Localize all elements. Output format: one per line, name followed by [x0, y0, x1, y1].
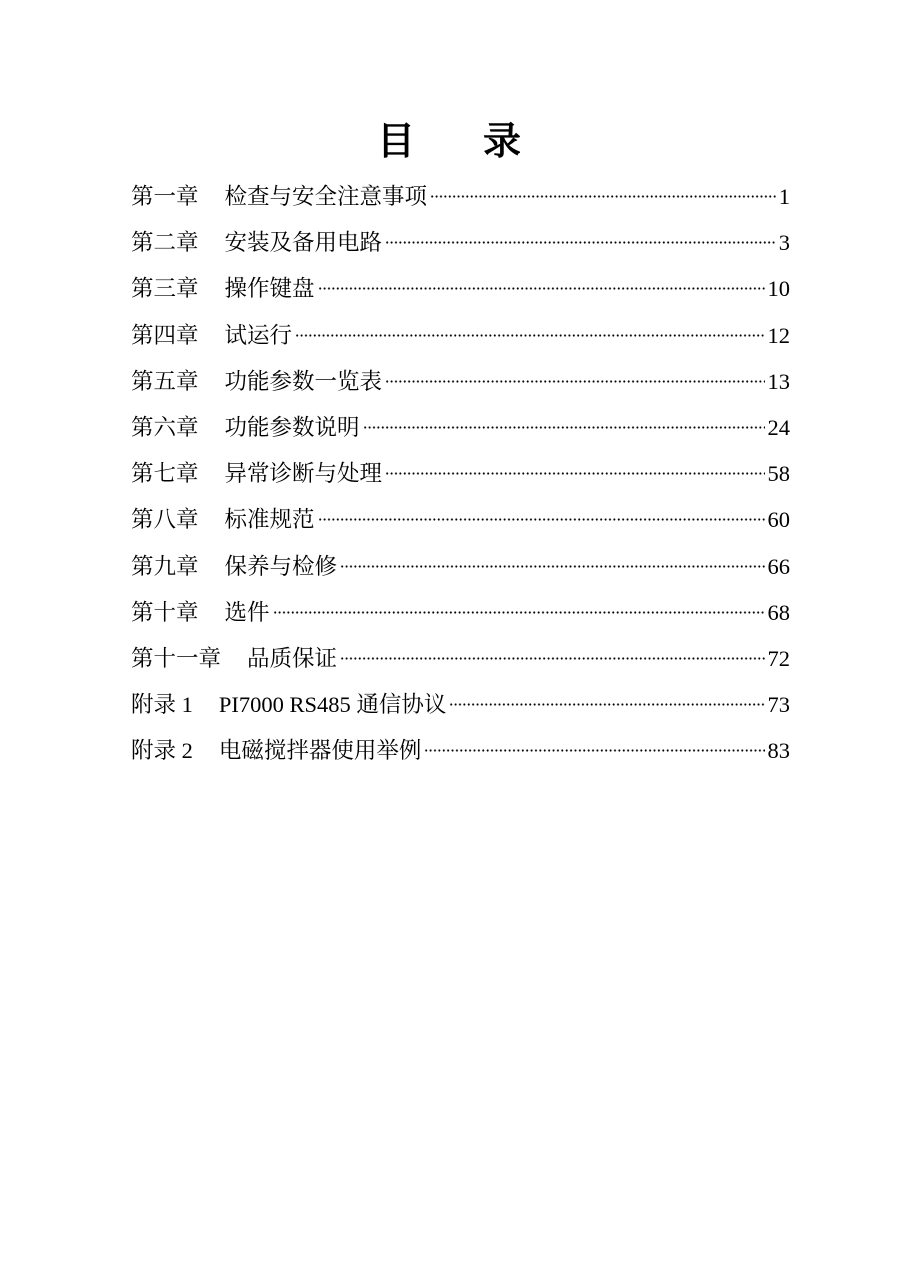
toc-entry-chapter-4[interactable]: [131, 314, 790, 360]
toc-dot-leader: [385, 241, 776, 244]
toc-page-number: 3: [778, 230, 790, 256]
toc-entry-title: 检查与安全注意事项: [224, 184, 428, 210]
toc-entry-chapter-1[interactable]: [131, 175, 790, 221]
toc-page-number: 10: [767, 276, 790, 302]
toc-dot-leader: [430, 195, 776, 198]
toc-entry-title: 安装及备用电路: [224, 230, 383, 257]
toc-chapter-label: 第五章: [131, 368, 199, 395]
toc-entry-title: 选件: [224, 599, 270, 626]
toc-chapter-label: 第八章: [131, 507, 199, 534]
toc-entry-title: 功能参数说明: [224, 414, 360, 441]
toc-entry-title: 保养与检修: [224, 553, 338, 580]
toc-dot-leader: [318, 287, 765, 290]
toc-page-number: 1: [778, 184, 790, 209]
toc-entry-chapter-3[interactable]: [131, 267, 790, 313]
toc-chapter-label: 第一章: [131, 184, 199, 210]
toc-entry-chapter-2[interactable]: [131, 221, 790, 267]
toc-entry-chapter-9[interactable]: [131, 545, 790, 591]
toc-chapter-label: 第四章: [131, 322, 199, 349]
toc-entry-title: 品质保证: [247, 645, 338, 672]
toc-entry-title: 电磁搅拌器使用举例: [218, 738, 422, 765]
toc-dot-leader: [340, 657, 764, 660]
toc-chapter-label: 第二章: [131, 230, 199, 257]
toc-dot-leader: [449, 703, 764, 706]
title-char-right: 录: [483, 119, 524, 164]
toc-entry-appendix-1[interactable]: [131, 683, 790, 729]
toc-entry-title: 异常诊断与处理: [224, 461, 383, 488]
toc-page-number: 58: [767, 461, 790, 487]
toc-entry-title: 操作键盘: [224, 276, 315, 303]
toc-entry-title: 功能参数一览表: [224, 368, 383, 395]
toc-page-number: 24: [767, 414, 790, 440]
toc-chapter-label: 第十章: [131, 599, 199, 626]
toc-chapter-label: 第十一章: [131, 645, 222, 672]
toc-chapter-label: 第六章: [131, 414, 199, 441]
toc-page-number: 66: [767, 553, 790, 579]
toc-page-number: 60: [767, 507, 790, 533]
toc-dot-leader: [273, 611, 765, 614]
toc-entry-chapter-11[interactable]: [131, 637, 790, 683]
toc-entry-chapter-10[interactable]: [131, 591, 790, 637]
toc-entry-chapter-5[interactable]: [131, 360, 790, 406]
toc-entry-title: 试运行: [224, 322, 293, 349]
toc-page-number: 72: [767, 645, 790, 671]
toc-entry-chapter-6[interactable]: [131, 406, 790, 452]
toc-chapter-label: 附录 1: [131, 692, 193, 718]
toc-page-number: 12: [767, 322, 790, 348]
toc-chapter-label: 第七章: [131, 461, 199, 488]
toc-dot-leader: [385, 472, 764, 475]
toc-chapter-label: 第九章: [131, 553, 199, 580]
toc-entry-appendix-2[interactable]: [131, 729, 790, 775]
toc-page-number: 83: [767, 738, 790, 764]
toc-chapter-label: 附录 2: [131, 738, 193, 764]
toc-dot-leader: [295, 334, 764, 337]
toc-dot-leader: [363, 426, 765, 429]
toc-chapter-label: 第三章: [131, 276, 199, 303]
toc-entry-title: PI7000 RS485 通信协议: [218, 692, 447, 718]
toc-dot-leader: [340, 565, 764, 568]
toc-entry-chapter-8[interactable]: [131, 498, 790, 544]
title-char-left: 目: [376, 119, 417, 164]
toc-dot-leader: [385, 380, 764, 383]
page-title: [0, 117, 900, 165]
toc-page-number: 68: [767, 599, 790, 625]
toc-dot-leader: [318, 518, 765, 521]
toc-dot-leader: [424, 749, 764, 752]
toc-entry-title: 标准规范: [224, 507, 315, 534]
toc-page-number: 13: [767, 368, 790, 394]
table-of-contents: [131, 175, 790, 775]
toc-entry-chapter-7[interactable]: [131, 452, 790, 498]
toc-page-number: 73: [767, 692, 790, 718]
